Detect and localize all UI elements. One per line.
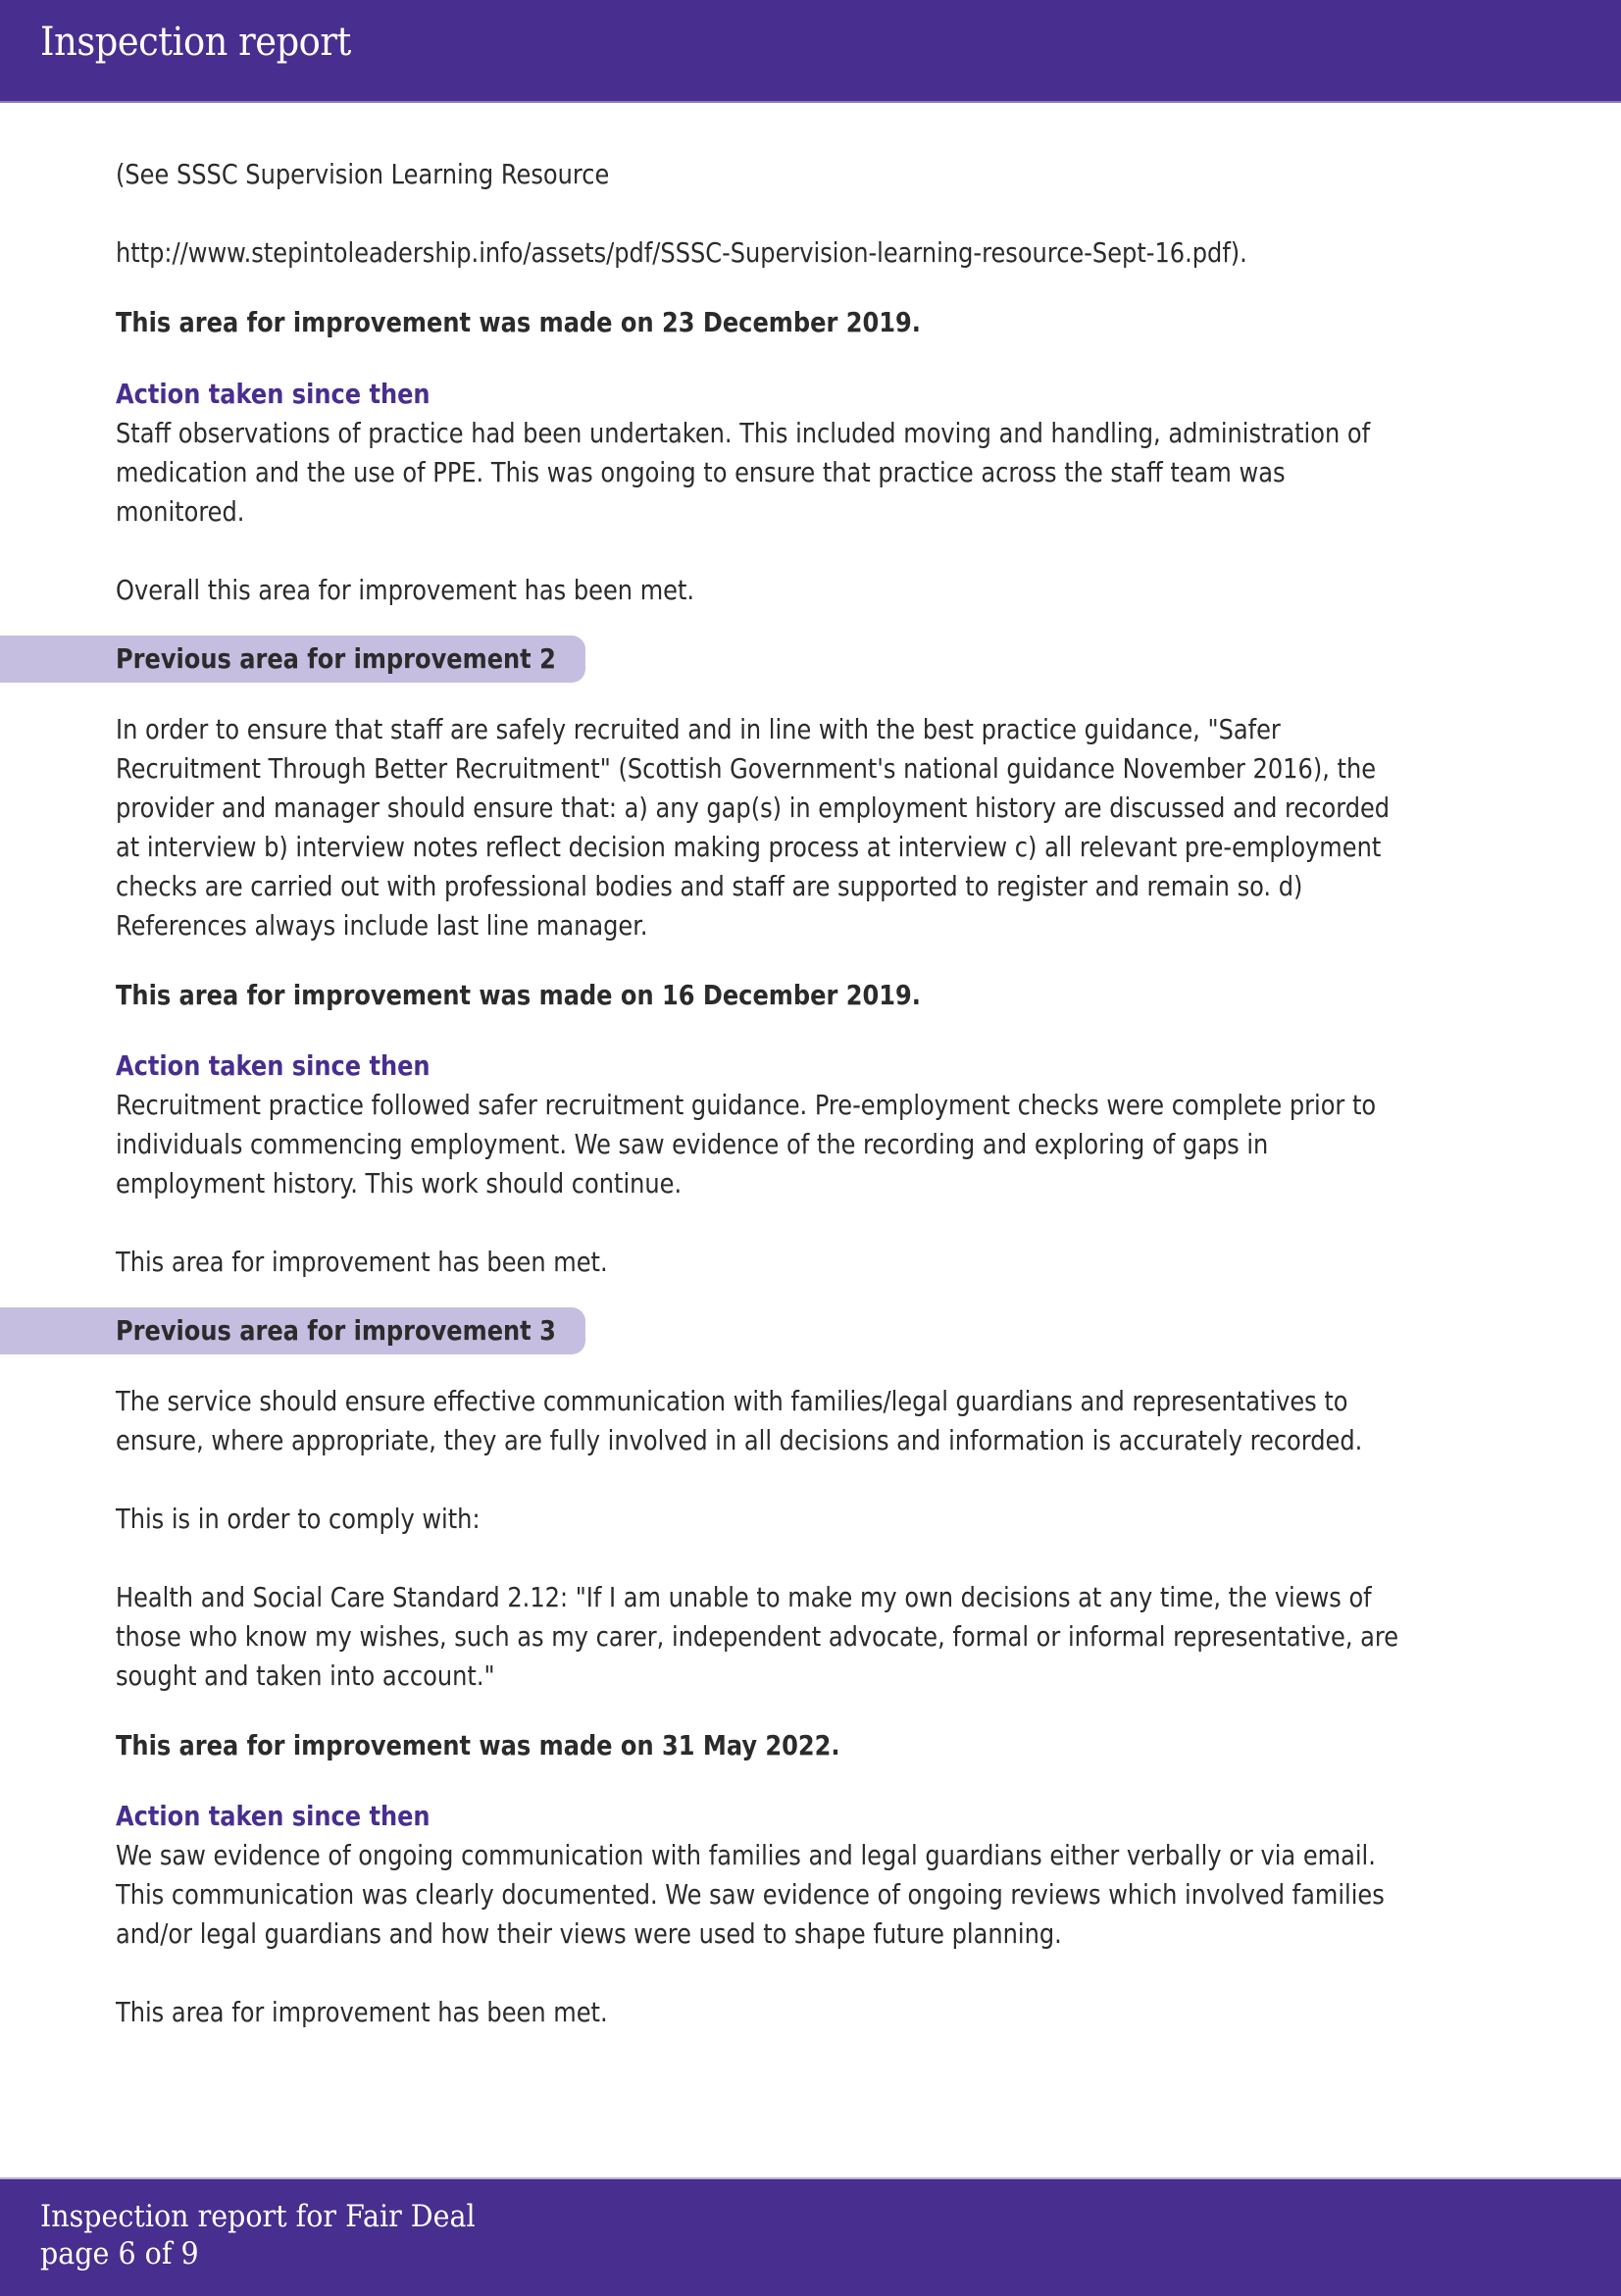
- page-header: [0, 0, 1621, 103]
- action-line: employment history. This work should continue.: [116, 1167, 683, 1199]
- action-line: We saw evidence of ongoing communication with families and legal guardians either verbally or via email.: [116, 1839, 1376, 1871]
- made-on-date: This area for improvement was made on 23 December 2019.: [116, 306, 921, 338]
- action-line: and/or legal guardians and how their views were used to shape future planning.: [116, 1917, 1062, 1950]
- body-line: at interview b) interview notes reflect decision making process at interview c) all relevant pre-employment: [116, 831, 1382, 863]
- footer-page-number: page 6 of 9: [40, 2236, 199, 2271]
- action-line: medication and the use of PPE. This was ongoing to ensure that practice across the staff team was: [116, 456, 1286, 488]
- header-title: Inspection report: [40, 20, 351, 65]
- conclusion: This area for improvement has been met.: [116, 1246, 608, 1278]
- action-heading: Action taken since then: [116, 1800, 431, 1832]
- standard-line: Health and Social Care Standard 2.12: "If I am unable to make my own decisions at any time, the views of: [116, 1581, 1372, 1613]
- body-line: References always include last line manager.: [116, 909, 648, 942]
- conclusion: This area for improvement has been met.: [116, 1996, 608, 2028]
- conclusion: Overall this area for improvement has been met.: [116, 574, 695, 606]
- action-line: monitored.: [116, 495, 245, 528]
- action-line: Staff observations of practice had been undertaken. This included moving and handling, administration of: [116, 417, 1371, 449]
- made-on-date: This area for improvement was made on 31 May 2022.: [116, 1729, 840, 1761]
- section-band-improvement-3: [0, 1307, 585, 1354]
- body-line: checks are carried out with professional bodies and staff are supported to register and remain so. d): [116, 870, 1303, 902]
- body-line: provider and manager should ensure that: a) any gap(s) in employment history are discussed and recorded: [116, 791, 1391, 824]
- standard-line: sought and taken into account.": [116, 1659, 495, 1692]
- body-line: Recruitment Through Better Recruitment" (Scottish Government's national guidance November 2016), the: [116, 752, 1377, 785]
- comply-text: This is in order to comply with:: [116, 1503, 481, 1535]
- body-line: The service should ensure effective communication with families/legal guardians and representatives to: [116, 1385, 1348, 1417]
- action-line: individuals commencing employment. We saw evidence of the recording and exploring of gaps in: [116, 1128, 1269, 1160]
- action-heading: Action taken since then: [116, 1049, 431, 1082]
- section-label: Previous area for improvement 3: [116, 1314, 556, 1347]
- footer-report-title: Inspection report for Fair Deal: [40, 2199, 476, 2234]
- body-line: In order to ensure that staff are safely recruited and in line with the best practice guidance, "Safer: [116, 713, 1281, 745]
- resource-link[interactable]: http://www.stepintoleadership.info/assets/pdf/SSSC-Supervision-learning-resource-Sept-16.pdf).: [116, 236, 1247, 269]
- section-label: Previous area for improvement 2: [116, 642, 556, 675]
- body-line: ensure, where appropriate, they are fully involved in all decisions and information is accurately recorded.: [116, 1424, 1363, 1456]
- standard-line: those who know my wishes, such as my carer, independent advocate, formal or informal representative, are: [116, 1620, 1399, 1653]
- action-line: This communication was clearly documented. We saw evidence of ongoing reviews which involved families: [116, 1878, 1385, 1911]
- action-line: Recruitment practice followed safer recruitment guidance. Pre-employment checks were complete prior to: [116, 1089, 1377, 1121]
- action-heading: Action taken since then: [116, 378, 431, 410]
- intro-line: (See SSSC Supervision Learning Resource: [116, 158, 610, 190]
- section-band-improvement-2: [0, 636, 585, 683]
- page-footer: [0, 2177, 1621, 2296]
- made-on-date: This area for improvement was made on 16 December 2019.: [116, 979, 921, 1011]
